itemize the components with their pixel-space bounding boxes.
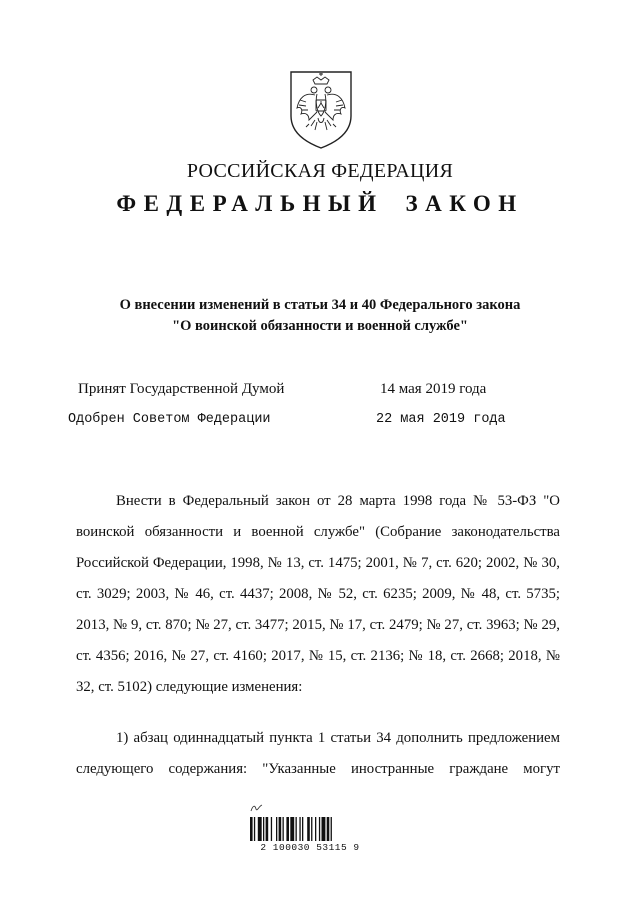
- body-paragraph-1: [76, 486, 560, 703]
- russian-coat-of-arms-icon: [287, 68, 355, 150]
- paragraph-text: Внести в Федеральный закон от 28 марта 1998 года № 53-ФЗ "О воинской обязанности и военной службе" (Собрание законодательства Российской Федерации, 1998, № 13, ст. 1475; 2001, № 7, ст. 620; 2002, № 30, ст. 3029; 2003, № 46, ст. 4437; 2008, № 52, ст. 6235; 2009, № 48, ст. 5735; 2013, № 9, ст. 870; № 27, ст. 3477; 2015, № 17, ст. 2479; № 27, ст. 3963; № 29, ст. 4356; 2016, № 27, ст. 4160; 2017, № 15, ст. 2136; № 18, ст. 2668; 2018, № 32, ст. 5102) следующие изменения:: [76, 493, 560, 695]
- council-approval-label: Одобрен Советом Федерации: [68, 412, 271, 427]
- handwritten-mark-icon: [250, 803, 264, 813]
- duma-adoption-date: 14 мая 2019 года: [380, 381, 487, 397]
- law-title: [0, 295, 640, 337]
- document-type-word-2: ЗАКОН: [405, 191, 524, 216]
- law-title-line-2: "О воинской обязанности и военной службе": [172, 318, 468, 334]
- document-type: [0, 191, 640, 217]
- law-title-line-1: О внесении изменений в статьи 34 и 40 Федерального закона: [119, 297, 521, 313]
- body-paragraph-2: [76, 723, 560, 785]
- barcode-number: 2 100030 53115 9: [260, 842, 360, 853]
- duma-adoption-label: Принят Государственной Думой: [78, 381, 285, 397]
- council-approval-date: 22 мая 2019 года: [376, 412, 506, 427]
- document-type-word-1: ФЕДЕРАЛЬНЫЙ: [116, 191, 384, 216]
- barcode-icon: [250, 817, 370, 841]
- paragraph-text: 1) абзац одиннадцатый пункта 1 статьи 34 дополнить предложением следующего содержания: "Указанные иностранные граждане могут: [76, 730, 560, 777]
- country-name: РОССИЙСКАЯ ФЕДЕРАЦИЯ: [186, 160, 454, 182]
